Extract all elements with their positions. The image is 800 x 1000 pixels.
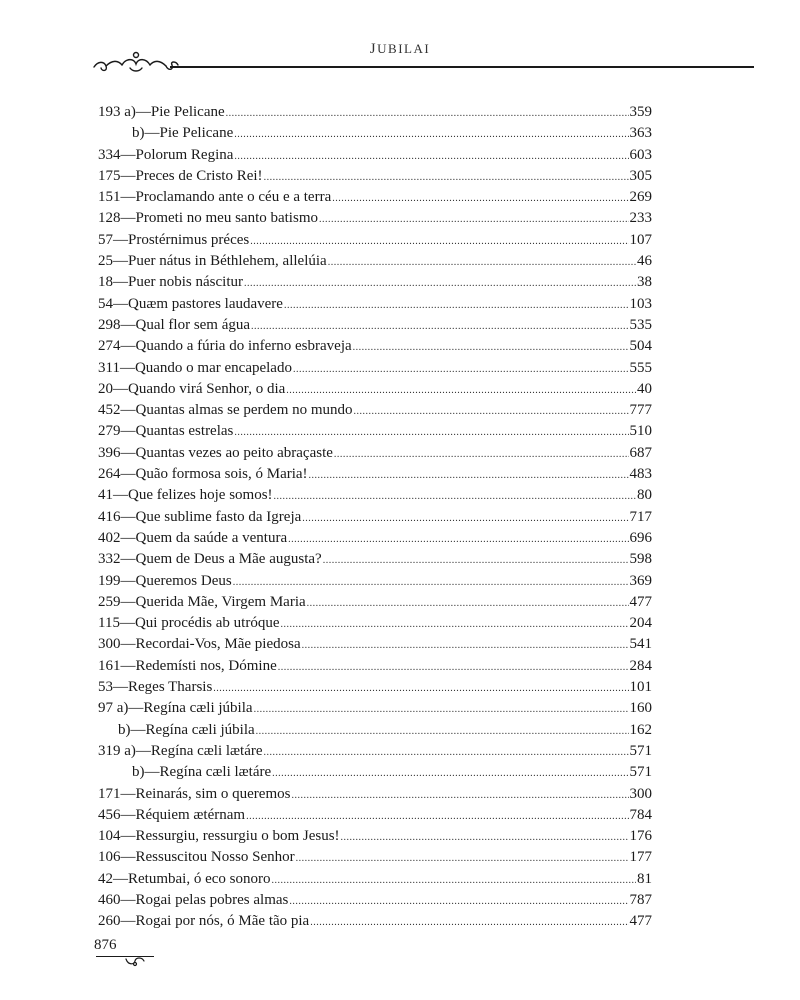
toc-entry-page: 107 <box>629 231 652 248</box>
dot-leader <box>302 635 629 656</box>
dot-leader <box>226 103 629 124</box>
dot-leader <box>353 337 629 358</box>
dot-leader <box>319 209 629 230</box>
toc-entry-page: 598 <box>629 551 652 568</box>
toc-entry-title: 18—Puer nobis náscitur <box>98 274 243 291</box>
toc-entry-page: 160 <box>629 700 652 717</box>
toc-entry-title: 42—Retumbai, ó eco sonoro <box>98 870 271 887</box>
toc-entry <box>98 592 652 613</box>
dot-leader <box>328 252 636 273</box>
toc-entry <box>98 507 652 528</box>
dot-leader <box>244 273 636 294</box>
dot-leader <box>334 444 629 465</box>
toc-entry-title: b)—Regína cæli lætáre <box>132 764 272 781</box>
toc-entry-page: 483 <box>629 466 652 483</box>
toc-entry-title: 175—Preces de Cristo Rei! <box>98 167 263 184</box>
dot-leader <box>234 146 628 167</box>
toc-entry-title: 171—Reinarás, sim o queremos <box>98 785 291 802</box>
toc-entry-title: 311—Quando o mar encapelado <box>98 359 292 376</box>
dot-leader <box>302 508 628 529</box>
flourish-ornament-icon <box>92 50 180 76</box>
toc-entry <box>98 528 652 549</box>
toc-entry <box>98 379 652 400</box>
toc-entry <box>98 720 652 741</box>
toc-entry-page: 571 <box>629 742 652 759</box>
toc-entry-page: 359 <box>629 104 652 120</box>
toc-entry-title: 199—Queremos Deus <box>98 572 232 589</box>
dot-leader <box>246 806 628 827</box>
toc-entry-title: 300—Recordai-Vos, Mãe piedosa <box>98 636 301 653</box>
toc-entry-title: 115—Qui procédis ab utróque <box>98 615 280 632</box>
toc-entry-page: 176 <box>629 828 652 845</box>
dot-leader <box>234 124 628 145</box>
dot-leader <box>341 827 629 848</box>
toc-entry-title: 452—Quantas almas se perdem no mundo <box>98 402 353 419</box>
toc-entry-title: 104—Ressurgiu, ressurgiu o bom Jesus! <box>98 828 340 845</box>
toc-entry <box>98 741 652 762</box>
toc-entry-page: 535 <box>629 316 652 333</box>
running-head-rest: UBILAI <box>377 41 431 56</box>
toc-entry <box>98 826 652 847</box>
page-number: 876 <box>94 937 117 953</box>
toc-entry <box>98 208 652 229</box>
toc-entry-title: b)—Pie Pelicane <box>132 125 234 142</box>
dot-leader <box>323 550 629 571</box>
toc-entry-title: 332—Quem de Deus a Mãe augusta? <box>98 551 322 568</box>
toc-entry-page: 777 <box>629 402 652 419</box>
dot-leader <box>274 486 636 507</box>
toc-entry-page: 787 <box>629 891 652 908</box>
dot-leader <box>291 785 628 806</box>
toc-entry-page: 603 <box>629 146 652 163</box>
toc-entry-page: 541 <box>629 636 652 653</box>
toc-entry-page: 46 <box>637 253 652 270</box>
toc-entry-page: 510 <box>629 423 652 440</box>
toc-entry-page: 101 <box>629 679 652 696</box>
dot-leader <box>250 231 628 252</box>
running-head-initial: J <box>369 41 378 57</box>
dot-leader <box>296 848 629 869</box>
toc-entry-title: 274—Quando a fúria do inferno esbraveja <box>98 338 352 355</box>
toc-entry <box>98 358 652 379</box>
toc-entry <box>98 890 652 911</box>
toc-entry-title: 54—Quæm pastores laudavere <box>98 295 283 312</box>
dot-leader <box>278 657 629 678</box>
toc-entry-title: 193 a)—Pie Pelicane <box>98 104 225 120</box>
dot-leader <box>234 422 628 443</box>
dot-leader <box>310 912 628 933</box>
dot-leader <box>281 614 629 635</box>
table-of-contents <box>98 102 652 933</box>
toc-entry-title: 460—Rogai pelas pobres almas <box>98 891 289 908</box>
toc-entry-page: 305 <box>629 167 652 184</box>
toc-entry <box>98 698 652 719</box>
toc-entry <box>98 400 652 421</box>
toc-entry-page: 784 <box>629 806 652 823</box>
toc-entry <box>98 230 652 251</box>
toc-entry-title: 319 a)—Regína cæli lætáre <box>98 742 263 759</box>
toc-entry-title: 416—Que sublime fasto da Igreja <box>98 508 302 525</box>
toc-entry-page: 38 <box>637 274 652 291</box>
toc-entry <box>98 315 652 336</box>
toc-entry-title: 456—Réquiem ætérnam <box>98 806 246 823</box>
toc-entry-title: 151—Proclamando ante o céu e a terra <box>98 189 332 206</box>
dot-leader <box>271 870 636 891</box>
toc-entry <box>98 464 652 485</box>
toc-entry-title: 41—Que felizes hoje somos! <box>98 487 273 504</box>
toc-entry-page: 40 <box>637 380 652 397</box>
toc-entry-title: 161—Redemísti nos, Dómine <box>98 657 277 674</box>
toc-entry <box>98 847 652 868</box>
dot-leader <box>293 359 629 380</box>
dot-leader <box>264 167 629 188</box>
dot-leader <box>332 188 628 209</box>
toc-entry-title: 298—Qual flor sem água <box>98 316 251 333</box>
toc-entry <box>98 784 652 805</box>
toc-entry-title: 25—Puer nátus in Béthlehem, allelúia <box>98 253 327 270</box>
dot-leader <box>233 572 629 593</box>
toc-entry-page: 177 <box>629 849 652 866</box>
toc-entry-title: 53—Reges Tharsis <box>98 679 213 696</box>
toc-entry <box>98 187 652 208</box>
dot-leader <box>354 401 629 422</box>
dot-leader <box>284 295 629 316</box>
toc-entry-title: 279—Quantas estrelas <box>98 423 234 440</box>
toc-entry-title: b)—Regína cæli júbila <box>118 721 255 738</box>
toc-entry-page: 103 <box>629 295 652 312</box>
dot-leader <box>307 593 629 614</box>
toc-entry <box>98 336 652 357</box>
toc-entry <box>98 102 652 123</box>
toc-entry-page: 204 <box>629 615 652 632</box>
toc-entry-title: 20—Quando virá Senhor, o dia <box>98 380 286 397</box>
dot-leader <box>286 380 636 401</box>
toc-entry <box>98 123 652 144</box>
toc-entry <box>98 443 652 464</box>
toc-entry <box>98 677 652 698</box>
toc-entry-page: 504 <box>629 338 652 355</box>
toc-entry-page: 284 <box>629 657 652 674</box>
toc-entry-title: 97 a)—Regína cæli júbila <box>98 700 253 717</box>
toc-entry <box>98 166 652 187</box>
toc-entry-page: 477 <box>629 913 652 930</box>
toc-entry-page: 571 <box>629 764 652 781</box>
toc-entry <box>98 613 652 634</box>
toc-entry-title: 57—Prostérnimus préces <box>98 231 250 248</box>
toc-entry-page: 363 <box>629 125 652 142</box>
toc-entry-page: 369 <box>629 572 652 589</box>
toc-entry <box>98 294 652 315</box>
toc-entry <box>98 485 652 506</box>
toc-entry <box>98 762 652 783</box>
toc-entry-title: 259—Querida Mãe, Virgem Maria <box>98 593 306 610</box>
toc-entry <box>98 272 652 293</box>
toc-entry-title: 260—Rogai por nós, ó Mãe tão pia <box>98 913 310 930</box>
toc-entry-title: 402—Quem da saúde a ventura <box>98 529 288 546</box>
toc-entry <box>98 571 652 592</box>
toc-entry-page: 80 <box>637 487 652 504</box>
toc-entry <box>98 549 652 570</box>
toc-entry-page: 300 <box>629 785 652 802</box>
toc-entry <box>98 656 652 677</box>
toc-entry <box>98 421 652 442</box>
toc-entry-page: 269 <box>629 189 652 206</box>
toc-entry-page: 477 <box>629 593 652 610</box>
footer-flourish-icon <box>124 955 146 969</box>
dot-leader <box>256 721 629 742</box>
toc-entry-page: 696 <box>629 529 652 546</box>
toc-entry-page: 162 <box>629 721 652 738</box>
dot-leader <box>254 699 629 720</box>
toc-entry-title: 264—Quão formosa sois, ó Maria! <box>98 466 308 483</box>
toc-entry <box>98 251 652 272</box>
toc-entry-page: 687 <box>629 444 652 461</box>
toc-entry <box>98 869 652 890</box>
dot-leader <box>288 529 628 550</box>
toc-entry <box>98 145 652 166</box>
toc-entry-page: 555 <box>629 359 652 376</box>
dot-leader <box>289 891 628 912</box>
toc-entry-page: 233 <box>629 210 652 227</box>
toc-entry <box>98 805 652 826</box>
toc-entry-title: 334—Polorum Regina <box>98 146 234 163</box>
header-rule <box>170 66 754 68</box>
toc-entry <box>98 911 652 932</box>
toc-entry <box>98 634 652 655</box>
toc-entry-title: 128—Prometi no meu santo batismo <box>98 210 318 227</box>
toc-entry-page: 81 <box>637 870 652 887</box>
dot-leader <box>213 678 628 699</box>
toc-entry-title: 396—Quantas vezes ao peito abraçaste <box>98 444 333 461</box>
dot-leader <box>264 742 629 763</box>
dot-leader <box>251 316 628 337</box>
toc-entry-title: 106—Ressuscitou Nosso Senhor <box>98 849 295 866</box>
dot-leader <box>309 465 629 486</box>
toc-entry-page: 717 <box>629 508 652 525</box>
dot-leader <box>272 763 628 784</box>
